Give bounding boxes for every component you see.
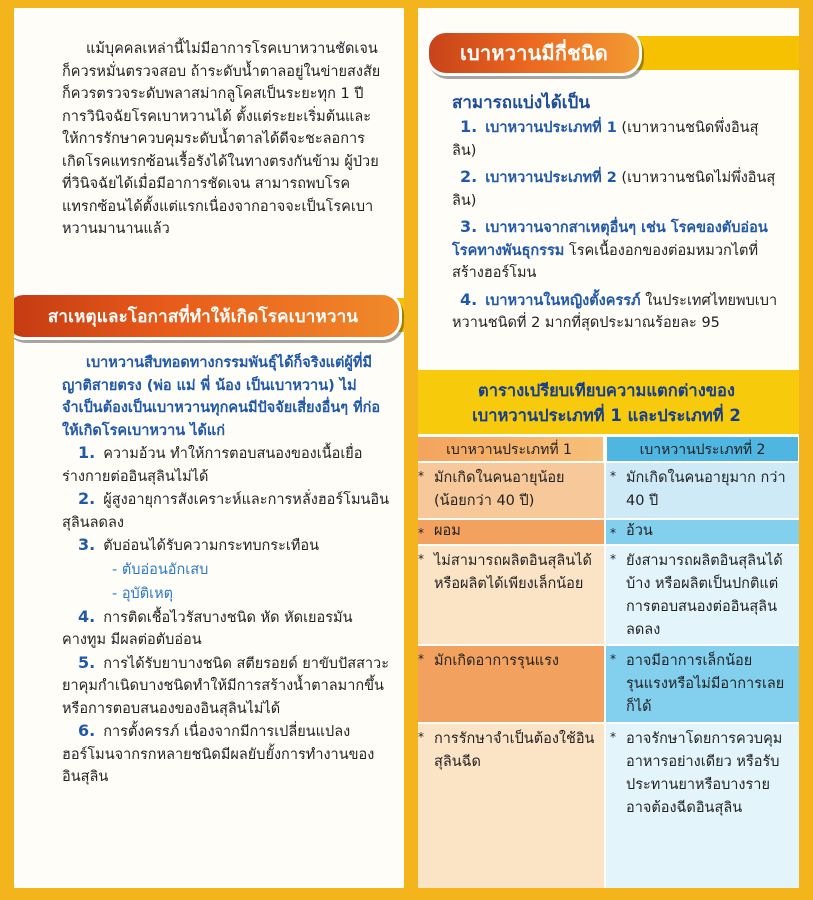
type-head-4: เบาหวานในหญิงตั้งครรภ์ <box>485 292 641 309</box>
bullet-icon: * <box>418 526 424 540</box>
cause-section <box>62 352 392 789</box>
cause-text-4: การติดเชื้อไวรัสบางชนิด หัด หัดเยอรมัน คางทูม มีผลต่อตับอ่อน <box>62 609 353 648</box>
cause-text-1: ความอ้วน ทำให้การตอบสนองของเนื้อเยื่อร่างกายต่ออินสุลินไม่ได้ <box>62 446 363 485</box>
cause-sub-item-1: - ตับอ่อนอักเสบ <box>112 561 209 578</box>
bullet-icon: * <box>418 652 424 666</box>
types-heading <box>426 30 642 76</box>
cause-intro: เบาหวานสืบทอดทางกรรมพันธุ์ได้ก็จริงแต่ผู้ที่มีญาติสายตรง (พ่อ แม่ พี่ น้อง เป็นเบาหวาน) ไม่จำเป็นต้องเป็นเบาหวานทุกคนมีปัจจัยเสี่ยงอื่นๆ ที่ก่อให้เกิดโรคเบาหวาน ได้แก่ <box>62 355 381 439</box>
cause-heading <box>14 292 402 340</box>
type-num-2: 2. <box>460 167 478 186</box>
cause-item-5 <box>62 652 392 721</box>
cell-text: มักเกิดในคนอายุน้อย (น้อยกว่า 40 ปี) <box>434 470 565 509</box>
type-num-1: 1. <box>460 117 478 136</box>
cause-item-6 <box>62 720 392 789</box>
types-section <box>452 90 782 335</box>
type-head-2: เบาหวานประเภทที่ 2 <box>485 170 617 186</box>
type-head-3: เบาหวานจากสาเหตุอื่นๆ เช่น โรคของตับอ่อน โรคทางพันธุกรรม <box>452 220 768 259</box>
table-cell <box>606 546 799 644</box>
bullet-icon: * <box>418 469 424 483</box>
cell-text: มักเกิดอาการรุนแรง <box>434 653 559 669</box>
type-num-4: 4. <box>460 289 478 309</box>
cause-item-3 <box>62 534 392 558</box>
bullet-icon: * <box>418 552 424 566</box>
type-rest-1: (เบาหวานชนิดพึ่งอินสุลิน) <box>452 120 759 159</box>
bullet-icon: * <box>610 526 616 540</box>
types-heading-text: เบาหวานมีกี่ชนิด <box>459 41 608 65</box>
cause-item-1 <box>62 442 392 488</box>
cause-num-6: 6. <box>78 721 96 740</box>
cause-num-5: 5. <box>78 652 96 672</box>
cell-text: อาจรักษาโดยการควบคุมอาหารอย่างเดียว หรือรับประทานยาหรือบางรายอาจต้องฉีดอินสุลิน <box>626 731 783 816</box>
table-cell <box>418 463 604 518</box>
table-cell <box>606 724 799 888</box>
cell-text: การรักษาจำเป็นต้องใช้อินสุลินฉีด <box>434 731 595 770</box>
cause-num-3: 3. <box>78 535 96 554</box>
comparison-table-title <box>418 370 799 434</box>
right-panel <box>418 8 799 888</box>
cause-num-2: 2. <box>78 489 96 508</box>
type-head-1: เบาหวานประเภทที่ 1 <box>485 120 617 136</box>
cause-num-4: 4. <box>78 606 96 626</box>
types-banner-tail <box>618 36 799 70</box>
cause-item-2 <box>62 488 392 534</box>
type-rest-2: (เบาหวานชนิดไม่พึ่งอินสุลิน) <box>452 170 776 209</box>
cause-text-3: ตับอ่อนได้รับความกระทบกระเทือน <box>103 538 320 554</box>
type-item-4 <box>452 289 782 335</box>
type-item-3 <box>452 216 782 285</box>
bullet-icon: * <box>610 652 616 666</box>
cause-sub-item-2: - อุบัติเหตุ <box>112 585 174 602</box>
table-cell <box>606 646 799 722</box>
type-rest-4: ในประเทศไทยพบเบาหวานชนิดที่ 2 มากที่สุดประมาณร้อยละ 95 <box>452 292 778 331</box>
bullet-icon: * <box>610 469 616 483</box>
types-intro: สามารถแบ่งได้เป็น <box>452 93 590 113</box>
bullet-icon: * <box>418 730 424 744</box>
cause-num-1: 1. <box>78 443 96 462</box>
cause-text-2: ผู้สูงอายุการสังเคราะห์และการหลั่งฮอร์โมนอินสุลินลดลง <box>62 492 390 531</box>
comparison-table <box>418 370 799 888</box>
type-item-1 <box>452 116 782 162</box>
column-header-type-1: เบาหวานประเภทที่ 1 <box>418 436 604 462</box>
cause-heading-text: สาเหตุและโอกาสที่ทำให้เกิดโรคเบาหวาน <box>47 306 359 327</box>
cell-text: ไม่สามารถผลิตอินสุลินได้ หรือผลิตได้เพียงเล็กน้อย <box>434 553 592 592</box>
column-header-type-2: เบาหวานประเภทที่ 2 <box>606 436 799 462</box>
intro-paragraph: แม้บุคคลเหล่านี้ไม่มีอาการโรคเบาหวานชัดเจน ก็ควรหมั่นตรวจสอบ ถ้าระดับน้ำตาลอยู่ในข่ายสงสัย ก็ควรตรวจระดับพลาสม่ากลูโคสเป็นระยะทุก 1 ปี การวินิจฉัยโรคเบาหวานได้ ตั้งแต่ระยะเริ่มต้นและให้การรักษาควบคุมระดับน้ำตาลได้ดีจะชะลอการเกิดโรคแทรกซ้อนเรื้อรังได้ในทางตรงกันข้าม ผู้ป่วยที่วินิจฉัยได้เมื่อมีอาการชัดเจน สามารถพบโรคแทรกซ้อนได้ตั้งแต่แรกเนื่องจากอาจจะเป็นโรคเบาหวานมานานแล้ว <box>62 41 381 237</box>
type-num-3: 3. <box>460 217 478 236</box>
cell-text: ยังสามารถผลิตอินสุลินได้บ้าง หรือผลิตเป็นปกติแต่การตอบสนองต่ออินสุลินลดลง <box>626 553 783 638</box>
comparison-title-line-2: เบาหวานประเภทที่ 1 และประเภทที่ 2 <box>472 406 741 425</box>
cause-text-5: การได้รับยาบางชนิด สตียรอยด์ ยาขับปัสสาวะ ยาคุมกำเนิดบางชนิดทำให้มีการสร้างน้ำตาลมากขึ้น หรือการตอบสนองของอินสุลินไม่ได้ <box>62 655 389 717</box>
bullet-icon: * <box>610 730 616 744</box>
left-panel <box>14 8 404 888</box>
type-rest-3: โรคเนื้องอกของต่อมหมวกไตที่สร้างฮอร์โมน <box>452 242 759 281</box>
table-cell <box>418 724 604 888</box>
cell-text: ผอม <box>434 523 461 539</box>
cause-item-4 <box>62 606 392 652</box>
cell-text: มักเกิดในคนอายุมาก กว่า 40 ปี <box>626 470 786 509</box>
cause-text-6: การตั้งครรภ์ เนื่องจากมีการเปลี่ยนแปลงฮอร์โมนจากรกหลายชนิดมีผลยับยั้งการทำงานของอินสุลิน <box>62 724 375 785</box>
bullet-icon: * <box>610 552 616 566</box>
table-cell <box>418 546 604 644</box>
table-cell <box>418 646 604 722</box>
comparison-title-line-1: ตารางเปรียบเทียบความแตกต่างของ <box>477 381 735 400</box>
table-cell <box>606 463 799 518</box>
table-cell <box>606 520 799 544</box>
type-item-2 <box>452 166 782 212</box>
cell-text: อ้วน <box>626 523 653 539</box>
table-cell <box>418 520 604 544</box>
cell-text: อาจมีอาการเล็กน้อยรุนแรงหรือไม่มีอาการเลยก็ได้ <box>626 653 785 715</box>
